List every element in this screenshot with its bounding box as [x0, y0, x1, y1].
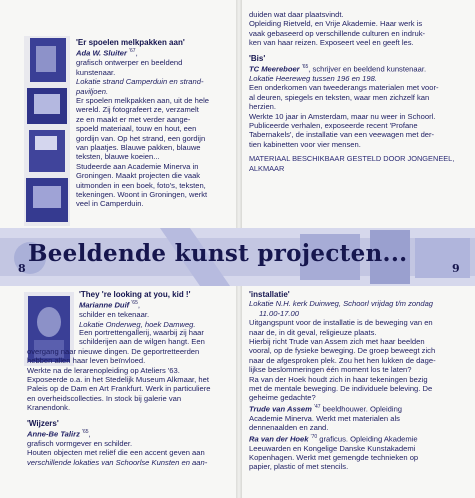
block5-artist1-role: beeldhouwer. Opleiding — [320, 404, 403, 414]
block5-location-0: Lokatie N.H. kerk Duinweg, Schoorl vrijdag t/m zondag — [249, 299, 434, 309]
page-number-left: 8 — [18, 262, 26, 275]
block5-artist2-body-2: papier, plastic of met stencils. — [249, 462, 349, 472]
block2-artist: TC Meereboer — [249, 64, 300, 74]
band-title: Beeldende kunst projecten... — [28, 240, 408, 267]
block3-body-1: schilderijen aan de wilgen hangt. Een — [79, 337, 205, 347]
block2-body-1: al deuren, spiegels en teksten, waar men zichzelf kan — [249, 92, 430, 102]
block2-intro-3: ken van haar reizen. Exposeert veel en geeft les. — [249, 38, 414, 48]
block3-artist: Marianne Duif — [79, 300, 130, 310]
block1-body-2: ze en maakt er met verder aange- — [76, 114, 191, 124]
block1-artist: Ada W. Sluiter — [76, 48, 127, 58]
block1-location-1: paviljoen. — [76, 86, 109, 96]
block3-artist-year: '65 — [131, 300, 138, 307]
block2-artist-year: '65 — [301, 64, 309, 71]
block1-location-0: Lokatie strand Camperduin en strand- — [76, 77, 204, 87]
block5-artist2: Ra van der Hoek — [249, 434, 309, 444]
block1-body-11: veel in Camperduin. — [76, 199, 144, 209]
block3-body-2: overgang naar nieuwe dingen. De geportretteerden — [27, 346, 200, 356]
block3-location: Lokatie Onderweg, hoek Damweg. — [79, 319, 196, 329]
block4-artist-comma: , — [88, 429, 91, 439]
block1-body-6: teksten, blauwe koeien... — [76, 152, 160, 162]
block3-body — [27, 328, 237, 467]
block-bis — [249, 10, 469, 173]
block1-body-5: van plaatjes. Blauwe pakken, blauwe — [76, 143, 201, 152]
block3-body-7: en overheidscollecties. In stock bij galerie van — [27, 393, 182, 403]
block4-artist-year: '65 — [82, 429, 89, 436]
block2-body-0: Een onderkomen van tweederangs materialen met voor- — [249, 83, 439, 93]
block5-artist2-body-0: Leeuwarden en Kongelige Danske Kunstakademi — [249, 443, 416, 453]
block4-title: 'Wijzers' — [27, 418, 59, 428]
block5-body-5: lijkse beslommeringen één moment los te laten? — [249, 365, 412, 375]
block2-location: Lokatie Heereweg tussen 196 en 198. — [249, 73, 377, 83]
block-installatie — [249, 290, 471, 472]
block5-body-3: vooral, op de fysieke beweging. De groep beweegt zich — [249, 346, 436, 356]
block2-intro-1: Opleiding Rietveld, en Vrije Akademie. Haar werk is — [249, 19, 423, 29]
block1-body-8: Groningen. Maakt projecten die vaak — [76, 171, 201, 181]
block1-line-0: grafisch ontwerper en beeldend — [76, 58, 183, 68]
block2-title: 'Bis' — [249, 53, 266, 63]
photo-milk-cartons — [24, 36, 70, 226]
block3-title: 'They 're looking at you, kid !' — [79, 290, 191, 299]
block5-body-2: Hierbij richt Trude van Assem zich met haar beelden — [249, 337, 425, 347]
block-looking-at-you: 'They 're looking at you, kid !' Marianne Duif $^{'65}$, schilder en tekenaar. Lokatie Onderweg, hoek Damweg. — [79, 290, 234, 329]
block3-line-0: schilder en tekenaar. — [79, 310, 150, 320]
block3-body-8: Kranendonk. — [27, 403, 71, 413]
block1-body-10: tekeningen. Woont in Groningen, werkt — [76, 190, 208, 200]
block1-body-7: Studeerde aan Academie Minerva in — [76, 161, 199, 171]
block4-body-1: verschillende lokaties van Schoorlse Kunsten en aan- — [27, 457, 208, 467]
block2-body-2: herzien. — [249, 102, 277, 112]
block1-body-4: gordijn van. Op het strand, een gordijn — [76, 133, 206, 143]
block1-body-3: spoeld materiaal, touw en hout, een — [76, 124, 197, 134]
block3-body-5: Exposeerde o.a. in het Stedelijk Museum Alkmaar, het — [27, 375, 209, 385]
block2-body-4: Publiceerde verhalen, exposeerde recent 'Profane — [249, 121, 418, 130]
block5-location-1: 11.00-17.00 — [259, 308, 299, 318]
block3-body-4: Werkte na de lerarenopleiding op Ateliers '63. — [27, 365, 180, 375]
block2-body-5: Tabernakels', de installatie van een veewagen met der- — [249, 130, 435, 140]
block5-artist1-body-1: dennenaalden en zand. — [249, 423, 329, 433]
block2-intro-0: duiden wat daar plaatsvindt. — [249, 10, 344, 19]
block2-credit-1: ALKMAAR — [249, 163, 285, 173]
block5-body-7: met de mentale beweging. De individuele beleving. De — [249, 384, 433, 394]
block5-artist2-role: graficus. Opleiding Akademie — [317, 434, 418, 444]
block1-body-1: wereld. Zij fotografeert ze, verzamelt — [76, 105, 199, 115]
block4-body-0: Houten objecten met reliëf die een accent geven aan — [27, 448, 205, 458]
block5-artist1: Trude van Assem — [249, 404, 312, 414]
block1-line-1: kunstenaar. — [76, 67, 116, 77]
block5-title: 'installatie' — [249, 290, 290, 299]
block2-body-3: Werkte 10 jaar in Amsterdam, maar nu weer in Schoorl. — [249, 111, 436, 121]
block3-body-3: hebben allen haar leven beïnvloed. — [27, 356, 146, 366]
block2-body-6: tien kabinetten voor vier mensen. — [249, 139, 361, 149]
block-melkpakken: 'Er spoelen melkpakken aan' Ada W. Sluiter $^{'67}$, grafisch ontwerper en beeldend kunstenaar. Lokatie strand Camperduin en strand- paviljoen. Er spoelen melkpakken aan, uit de hele wereld. Zij fotografeert ze, verzamelt ze en maakt er met verder aange- spoeld materiaal, touw en hout, een gordijn van. Op het strand, een gordijn van plaatjes. Blauwe pakken, blauwe teksten, blauwe koeien... Studeerde aan Academie Minerva in Groningen. Maakt projecten die vaak uitmonden in een boek, foto's, teksten, tekeningen. Woont in Groningen, werkt veel in Camperduin. — [76, 38, 236, 209]
block4-line-0: grafisch vormgever en schilder. — [27, 439, 133, 448]
block1-title: 'Er spoelen melkpakken aan' — [76, 38, 185, 47]
block3-body-0: Een portrettengallerij, waarbij zij haar — [79, 328, 204, 337]
block5-body-1: naar de, in dit geval, religieuze plaats. — [249, 327, 377, 337]
block5-body-4: naar de afgesproken plek. Zou het hen lukken de dage- — [249, 355, 436, 365]
block2-artist-role: , schrijver en beeldend kunstenaar. — [308, 64, 427, 74]
block2-credit-0: MATERIAAL BESCHIKBAAR GESTELD DOOR JONGENEEL, — [249, 154, 455, 164]
block4-artist: Anne-Be Talirz — [27, 429, 80, 439]
block2-intro-2: vaak gebaseerd op verschillende culturen en indruk- — [249, 28, 426, 38]
block1-body-9: uitmonden in een boek, foto's, teksten, — [76, 180, 206, 190]
block5-body-6: Ra van der Hoek houdt zich in haar tekeningen bezig — [249, 374, 428, 384]
block3-body-6: Paleis op de Dam en Art Frankfurt. Werk in particuliere — [27, 384, 211, 394]
block5-artist2-year: '70 — [310, 433, 318, 440]
block1-artist-year: '67 — [129, 48, 136, 55]
block5-artist2-body-1: Kopenhagen. Werkt met gemengde technieken op — [249, 452, 419, 462]
block5-artist1-year: '47 — [314, 403, 321, 410]
block5-body-0: Uitgangspunt voor de installatie is de beweging van en — [249, 318, 433, 328]
block5-artist1-body-0: Academie Minerva. Werkt met materialen als — [249, 413, 400, 423]
block5-body-8: geheime gedachte? — [249, 393, 316, 403]
block1-body-0: Er spoelen melkpakken aan, uit de hele — [76, 95, 209, 105]
page-number-right: 9 — [452, 262, 460, 275]
